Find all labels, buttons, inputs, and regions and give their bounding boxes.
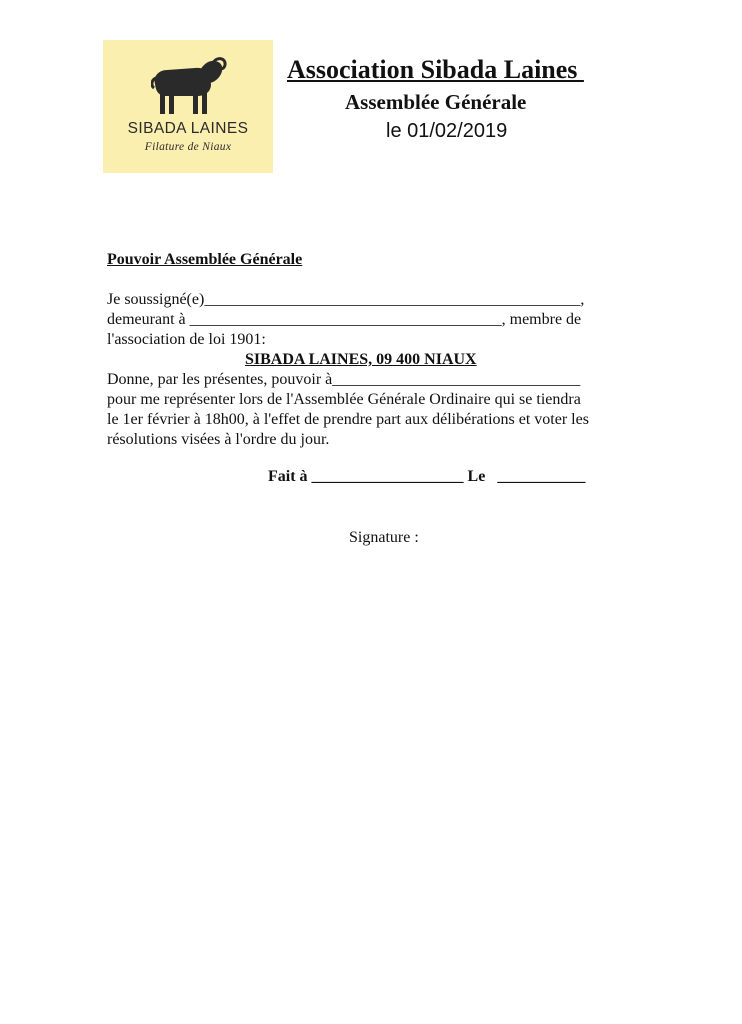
signature-label: Signature : — [349, 529, 419, 546]
association-logo — [103, 40, 273, 173]
demeurant-line: demeurant à _______________________________________, membre de — [107, 311, 582, 328]
donne-line: Donne, par les présentes, pouvoir à_______________________________ — [107, 371, 581, 388]
sheep-icon — [151, 54, 227, 118]
fait-le-row: Fait à ___________________ Le ___________ — [268, 468, 586, 485]
section-title: Pouvoir Assemblée Générale — [107, 251, 303, 268]
resolutions-line: résolutions visées à l'ordre du jour. — [107, 431, 330, 448]
assembly-subtitle: Assemblée Générale — [345, 90, 527, 114]
soussigne-line: Je soussigné(e)_______________________________________________, — [107, 291, 585, 308]
association-line: l'association de loi 1901: — [107, 331, 266, 348]
represente-line: pour me représenter lors de l'Assemblée Générale Ordinaire qui se tiendra — [107, 391, 581, 408]
logo-name: SIBADA LAINES — [127, 120, 249, 137]
association-title: Association Sibada Laines — [287, 55, 584, 84]
logo-subtitle: Filature de Niaux — [144, 141, 232, 153]
association-address: SIBADA LAINES, 09 400 NIAUX — [245, 351, 477, 368]
fevrier-line: le 1er février à 18h00, à l'effet de prendre part aux délibérations et voter les — [107, 411, 589, 428]
assembly-date: le 01/02/2019 — [386, 120, 508, 142]
